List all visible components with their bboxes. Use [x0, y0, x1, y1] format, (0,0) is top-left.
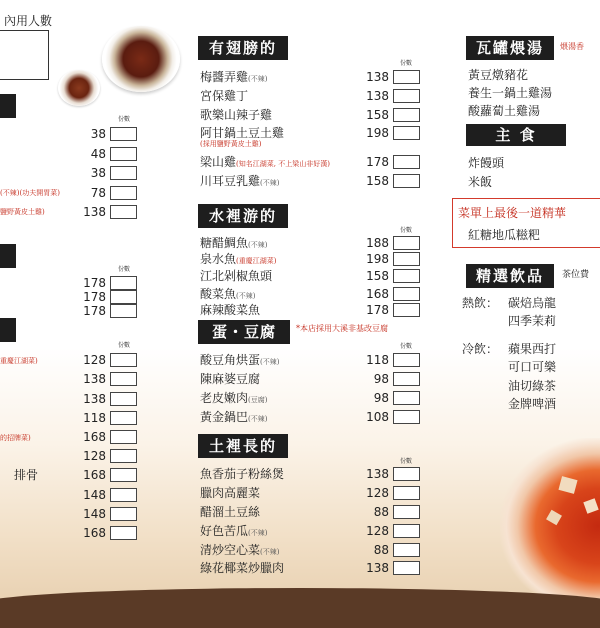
menu-item: 阿甘鍋土豆土雞: [200, 126, 285, 140]
qty-box[interactable]: [110, 353, 137, 367]
price: 128: [366, 524, 389, 538]
qty-box[interactable]: [393, 505, 420, 519]
qty-label: 份數: [118, 116, 131, 123]
qty-box[interactable]: [110, 205, 137, 219]
menu-item-note: (採用鹽野黃皮土雞): [200, 140, 262, 148]
menu-item: 糖醋鯛魚(不辣): [200, 236, 268, 250]
drink-item: 蘋果西打: [508, 342, 557, 356]
dish-photo-large: [102, 26, 180, 92]
section-header: 瓦罐煨湯: [466, 36, 554, 60]
left-price: 78: [90, 186, 106, 200]
menu-item: 川耳豆乳雞(不辣): [200, 174, 280, 188]
section-header: 有翅膀的: [198, 36, 288, 60]
menu-item: 綠花椰菜炒臘肉: [200, 561, 285, 575]
qty-label: 份數: [400, 60, 413, 67]
qty-box[interactable]: [393, 524, 420, 538]
menu-item: 清炒空心菜(不辣): [200, 543, 280, 557]
price: 138: [366, 561, 389, 575]
price: 178: [366, 155, 389, 169]
qty-box[interactable]: [393, 287, 420, 301]
price: 138: [366, 70, 389, 84]
menu-item: 酸菜魚(不辣): [200, 287, 256, 301]
qty-box[interactable]: [393, 252, 420, 266]
left-price: 178: [83, 290, 106, 304]
qty-box[interactable]: [393, 126, 420, 140]
left-note: 重慶江湖菜): [0, 357, 38, 365]
menu-item: 黃豆燉豬花: [468, 68, 529, 82]
menu-item: 炸饅頭: [468, 156, 505, 170]
price: 138: [366, 467, 389, 481]
drink-item: 碳焙烏龍: [508, 296, 557, 310]
qty-box[interactable]: [393, 108, 420, 122]
price: 108: [366, 410, 389, 424]
menu-item: 老皮嫩肉(豆腐): [200, 391, 268, 405]
menu-item: 宮保雞丁: [200, 89, 249, 103]
qty-box[interactable]: [393, 410, 420, 424]
menu-item: 好色苦瓜(不辣): [200, 524, 268, 538]
qty-label: 份數: [400, 458, 413, 465]
left-price: 178: [83, 276, 106, 290]
left-price: 168: [83, 526, 106, 540]
qty-box[interactable]: [393, 303, 420, 317]
dessert-title: 菜單上最後一道精華: [458, 206, 567, 220]
left-price: 48: [90, 147, 106, 161]
left-section-header-1: [0, 94, 16, 118]
qty-box[interactable]: [393, 155, 420, 169]
left-section-header-2: [0, 244, 16, 268]
menu-item: 魚香茄子粉絲煲: [200, 467, 285, 481]
menu-item: 歌樂山辣子雞: [200, 108, 273, 122]
left-price: 128: [83, 449, 106, 463]
qty-box[interactable]: [393, 353, 420, 367]
qty-box[interactable]: [393, 269, 420, 283]
menu-item: 米飯: [468, 175, 493, 189]
menu-item: 麻辣酸菜魚: [200, 303, 261, 317]
qty-box[interactable]: [110, 392, 137, 406]
left-price: 128: [83, 353, 106, 367]
menu-item: 酸蘿蔔土雞湯: [468, 104, 541, 118]
qty-box[interactable]: [110, 290, 137, 304]
qty-box[interactable]: [393, 391, 420, 405]
qty-box[interactable]: [110, 507, 137, 521]
qty-box[interactable]: [393, 467, 420, 481]
qty-box[interactable]: [110, 449, 137, 463]
qty-box[interactable]: [110, 488, 137, 502]
price: 118: [366, 353, 389, 367]
qty-box[interactable]: [393, 543, 420, 557]
price: 98: [373, 391, 389, 405]
headcount-box[interactable]: [0, 30, 49, 80]
section-header-note: *本店採用大溪非基改豆腐: [296, 324, 388, 333]
left-price: 138: [83, 205, 106, 219]
left-note: 的招牌菜): [0, 434, 31, 442]
menu-item: 酸豆角烘蛋(不辣): [200, 353, 280, 367]
price: 88: [373, 505, 389, 519]
price: 88: [373, 543, 389, 557]
left-price: 178: [83, 304, 106, 318]
price: 158: [366, 269, 389, 283]
qty-box[interactable]: [110, 147, 137, 161]
qty-box[interactable]: [393, 486, 420, 500]
qty-box[interactable]: [110, 186, 137, 200]
section-header: 水裡游的: [198, 204, 288, 228]
price: 198: [366, 126, 389, 140]
left-note: 鹽野黃皮土雞): [0, 208, 45, 216]
qty-label: 份數: [400, 227, 413, 234]
menu-item: 臘肉高麗菜: [200, 486, 261, 500]
dish-photo-small: [58, 70, 100, 106]
qty-box[interactable]: [110, 372, 137, 386]
drink-category-label: 冷飲：: [462, 342, 499, 356]
qty-box[interactable]: [393, 561, 420, 575]
left-price: 138: [83, 372, 106, 386]
qty-box[interactable]: [393, 89, 420, 103]
left-price: 148: [83, 488, 106, 502]
price: 168: [366, 287, 389, 301]
qty-label: 份數: [118, 342, 131, 349]
left-section-header-3: [0, 318, 16, 342]
qty-box[interactable]: [393, 236, 420, 250]
drink-item: 四季茉莉: [508, 314, 557, 328]
section-header-note: 茶位費: [562, 270, 590, 280]
qty-box[interactable]: [393, 174, 420, 188]
menu-item: 梅醬弄雞(不辣): [200, 70, 268, 84]
drink-item: 油切綠茶: [508, 379, 557, 393]
qty-box[interactable]: [110, 127, 137, 141]
qty-label: 份數: [400, 343, 413, 350]
left-item-name: 排骨: [14, 468, 39, 482]
qty-box[interactable]: [110, 276, 137, 290]
footer-band: [0, 588, 600, 628]
menu-item: 梁山雞(知名江湖菜, 不上梁山非好漢): [200, 155, 330, 169]
price: 178: [366, 303, 389, 317]
qty-box[interactable]: [393, 372, 420, 386]
price: 128: [366, 486, 389, 500]
headcount-label: 內用人數: [4, 14, 53, 28]
menu-item: 黃金鍋巴(不辣): [200, 410, 268, 424]
menu-item: 陳麻婆豆腐: [200, 372, 261, 386]
qty-box[interactable]: [110, 166, 137, 180]
price: 98: [373, 372, 389, 386]
section-header-note: 煨湯香: [560, 42, 584, 51]
menu-item: 江北剁椒魚頭: [200, 269, 273, 283]
qty-box[interactable]: [110, 411, 137, 425]
qty-label: 份數: [118, 266, 131, 273]
qty-box[interactable]: [393, 70, 420, 84]
drink-category-label: 熱飲：: [462, 296, 499, 310]
price: 198: [366, 252, 389, 266]
left-price: 38: [90, 127, 106, 141]
left-price: 168: [83, 468, 106, 482]
section-header: 主 食: [466, 124, 566, 146]
menu-item: 養生一鍋土雞湯: [468, 86, 553, 100]
menu-item: 醋溜土豆絲: [200, 505, 261, 519]
qty-box[interactable]: [110, 468, 137, 482]
qty-box[interactable]: [110, 304, 137, 318]
left-price: 38: [90, 166, 106, 180]
section-header: 精選飲品: [466, 264, 554, 288]
price: 188: [366, 236, 389, 250]
drink-item: 可口可樂: [508, 360, 557, 374]
dessert-item: 紅糖地瓜糍粑: [468, 228, 541, 242]
section-header: 土裡長的: [198, 434, 288, 458]
qty-box[interactable]: [110, 526, 137, 540]
drink-item: 金牌啤酒: [508, 397, 557, 411]
price: 138: [366, 89, 389, 103]
section-header: 蛋・豆腐: [198, 320, 290, 344]
left-note: (不辣)(功夫開胃菜): [0, 189, 60, 197]
left-price: 168: [83, 430, 106, 444]
left-price: 118: [83, 411, 106, 425]
left-price: 148: [83, 507, 106, 521]
menu-item: 泉水魚(重慶江湖菜): [200, 252, 277, 266]
price: 158: [366, 108, 389, 122]
price: 158: [366, 174, 389, 188]
qty-box[interactable]: [110, 430, 137, 444]
left-price: 138: [83, 392, 106, 406]
